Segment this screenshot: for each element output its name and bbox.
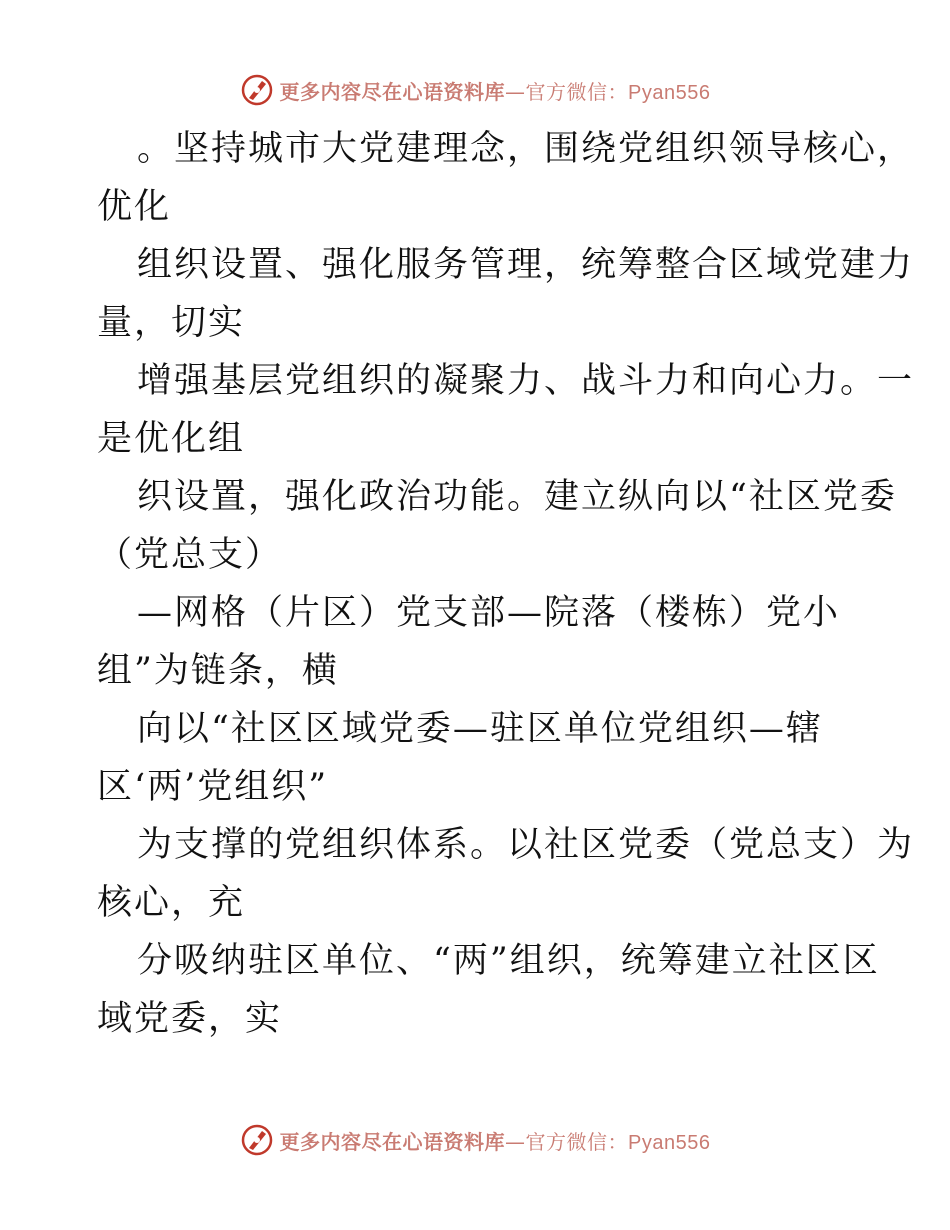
- quill-logo-icon: [240, 73, 274, 107]
- watermark-separator: —: [505, 79, 526, 104]
- text-line: 为支撑的党组织体系。以社区党委（党总支）为: [137, 825, 915, 865]
- text-line: 组”为链条，横: [97, 651, 339, 691]
- text-line: 分吸纳驻区单位、“两”组织，统筹建立社区区: [137, 941, 880, 981]
- footer-watermark: [0, 1120, 950, 1160]
- text-line: 。坚持城市大党建理念，围绕党组织领导核心，: [137, 129, 915, 169]
- header-watermark: [0, 70, 950, 110]
- text-line: 核心，充: [97, 883, 246, 923]
- text-line: —网格（片区）党支部—院落（楼栋）党小: [137, 593, 841, 633]
- quill-logo-icon: [240, 1123, 274, 1157]
- watermark-id: Pyan556: [628, 81, 711, 104]
- watermark-suffix: 官方微信：: [525, 1129, 629, 1154]
- watermark-id: Pyan556: [628, 1131, 711, 1154]
- watermark-title: 更多内容尽在心语资料库: [279, 1129, 506, 1154]
- text-line: 量，切实: [97, 303, 246, 343]
- watermark-title: 更多内容尽在心语资料库: [279, 79, 506, 104]
- watermark-suffix: 官方微信：: [525, 79, 629, 104]
- text-line: 域党委，实: [97, 999, 283, 1039]
- watermark-separator: —: [505, 1129, 526, 1154]
- text-line: 织设置，强化政治功能。建立纵向以“社区党委: [137, 477, 897, 517]
- text-line: 向以“社区区域党委—驻区单位党组织—辖: [137, 709, 823, 749]
- document-body: [97, 120, 915, 1048]
- text-line: 区‘两’党组织”: [97, 767, 329, 807]
- text-line: 优化: [97, 187, 172, 227]
- text-line: 是优化组: [97, 419, 246, 459]
- text-line: （党总支）: [97, 535, 283, 575]
- text-line: 组织设置、强化服务管理，统筹整合区域党建力: [137, 245, 915, 285]
- text-line: 增强基层党组织的凝聚力、战斗力和向心力。一: [137, 361, 915, 401]
